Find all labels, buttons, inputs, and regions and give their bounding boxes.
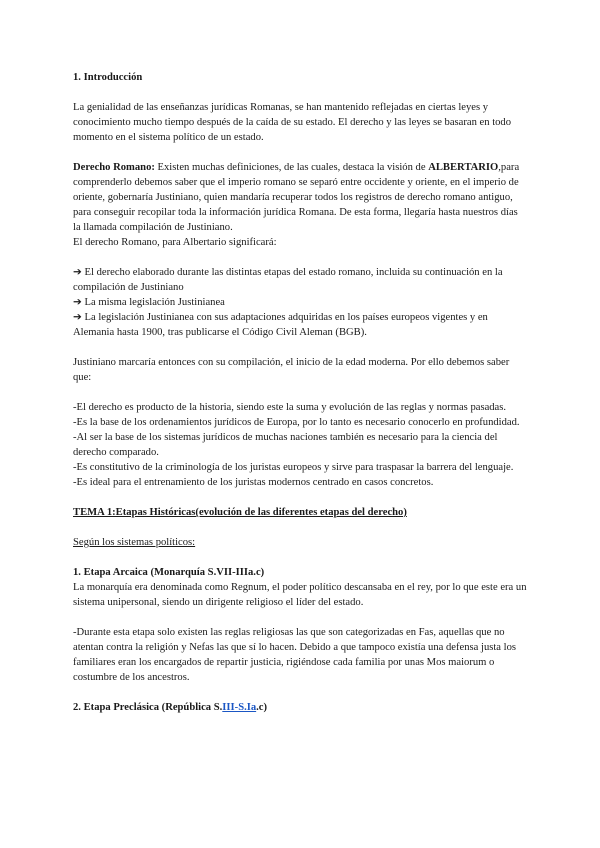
point-item: -El derecho es producto de la historia, siendo este la suma y evolución de las reglas y normas pasadas.: [73, 402, 507, 413]
point-item: -Es la base de los ordenamientos jurídicos de Europa, por lo tanto es necesario conocerlo en profundidad.: [73, 417, 520, 428]
point-item: -Al ser la base de los sistemas jurídicos de muchas naciones también es necesario para la ciencia del derecho comparado.: [73, 432, 498, 458]
derecho-romano-label: Derecho Romano:: [73, 162, 155, 173]
arrow-item: ➔ La misma legislación Justinianea: [73, 297, 225, 308]
tema-heading: TEMA 1:Etapas Históricas(evolución de las diferentes etapas del derecho): [73, 507, 407, 518]
derecho-text-b: ,para comprenderlo debemos saber que el imperio romano se separó entre occidente y oriente, en el imperio de oriente, gobernaría Justiniano, quien mandaría recuperar todos los registros de derecho romano antiguo, para conseguir recopilar toda la información jurídica Romana. De esta forma, llegaría hasta nuestros días la llamada compilación de Justiniano.: [73, 162, 520, 233]
justiniano-paragraph: Justiniano marcaría entonces con su compilación, el inicio de la edad moderna. Por ello debemos saber que:: [73, 357, 510, 383]
etapa2-heading-suffix: .c): [256, 702, 268, 713]
point-item: -Es constitutivo de la criminología de los juristas europeos y sirve para traspasar la barrera del lenguaje.: [73, 462, 514, 473]
etapa1-heading: 1. Etapa Arcaica (Monarquía S.VII-IIIa.c): [73, 567, 265, 578]
intro-heading: 1. Introducción: [73, 72, 143, 83]
tema-subheading: Según los sistemas políticos:: [73, 537, 196, 548]
arrow-item: ➔ El derecho elaborado durante las distintas etapas del estado romano, incluida su continuación en la compilación de Justiniano: [73, 267, 503, 293]
etapa2-heading-prefix: 2. Etapa Preclásica (República S.: [73, 702, 223, 713]
etapa1-paragraph: La monarquía era denominada como Regnum, el poder político descansaba en el rey, por lo que este era un sistema unipersonal, siendo un dirigente religioso el líder del estado.: [73, 582, 527, 608]
derecho-romano-paragraph: [73, 160, 528, 235]
derecho-text-a: Existen muchas definiciones, de las cuales, destaca la visión de: [154, 162, 429, 173]
arrow-item: ➔ La legislación Justinianea con sus adaptaciones adquiridas en los países europeos vigentes y en Alemania hasta 1900, tras publicarse el Código Civil Aleman (BGB).: [73, 312, 488, 338]
etapa1-paragraph: -Durante esta etapa solo existen las reglas religiosas las que son categorizadas en Fas, aquellas que no atentan contra la religión y Nefas las que sí lo hacen. Debido a que tampoco existía una defensa justa los familiares eran los encargados de repartir justicia, rigiéndose cada familia por unas Mos maiorum o costumbre de los ancestros.: [73, 627, 517, 683]
derecho-line2: El derecho Romano, para Albertario significará:: [73, 237, 277, 248]
albertario-name: ALBERTARIO: [428, 162, 499, 173]
etapa2-heading: [73, 700, 528, 715]
etapa2-heading-link[interactable]: III-S.Ia: [222, 702, 257, 713]
intro-paragraph: La genialidad de las enseñanzas jurídicas Romanas, se han mantenido reflejadas en ciertas leyes y conocimiento mucho tiempo después de la caída de su estado. El derecho y las leyes se basaran en todo momento en el sistema político de un estado.: [73, 102, 512, 143]
point-item: -Es ideal para el entrenamiento de los juristas modernos centrado en casos concretos.: [73, 477, 434, 488]
